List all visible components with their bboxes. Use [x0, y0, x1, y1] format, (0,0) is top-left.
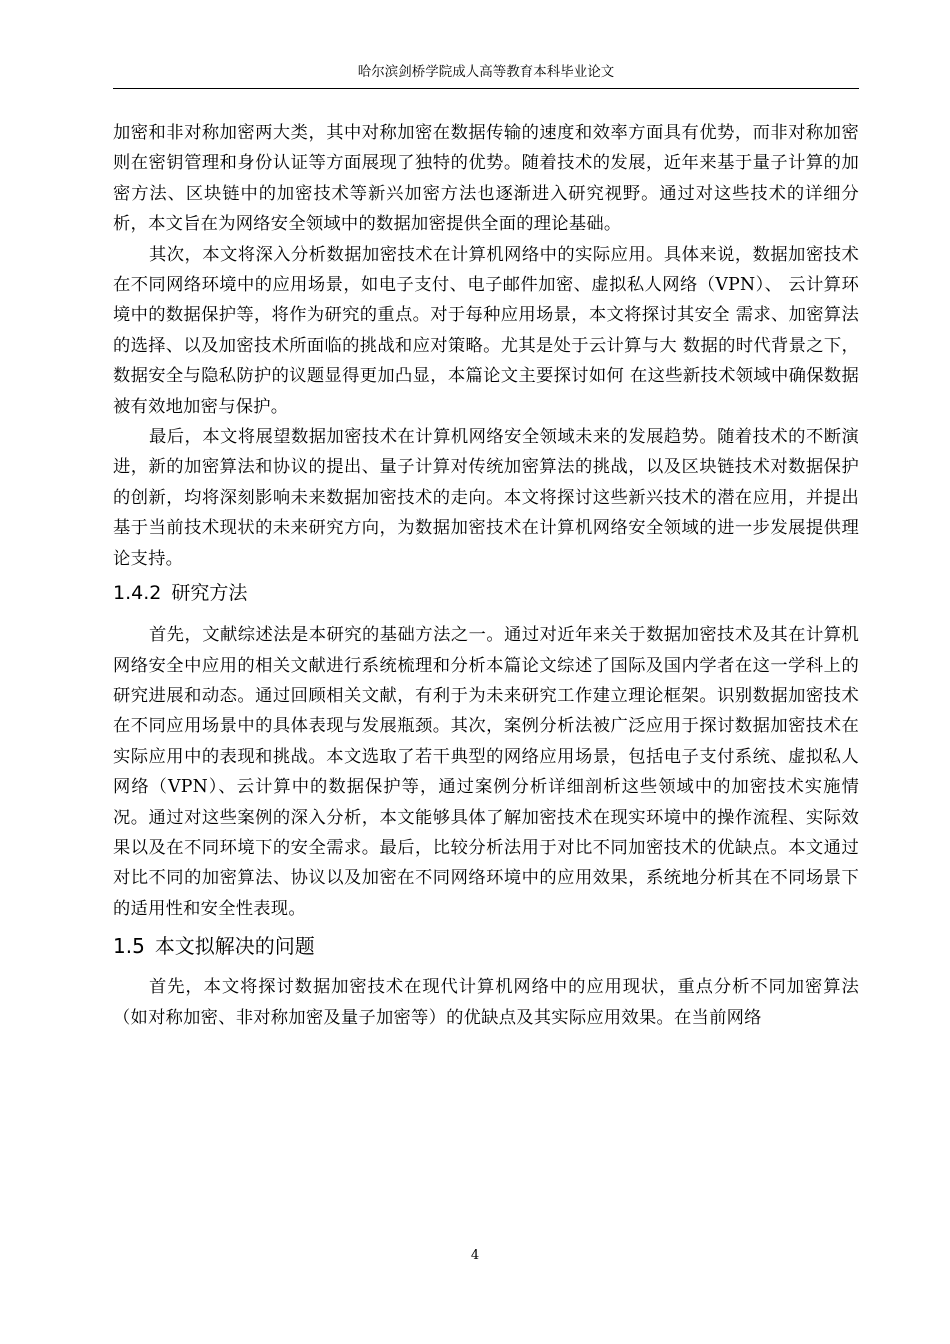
paragraph-finally: 最后，本文将展望数据加密技术在计算机网络安全领域未来的发展趋势。随着技术的不断演进，新的加密算法和协议的提出、量子计算对传统加密算法的挑战，以及区块链技术对数据保护的创新，均将深刻影响未来数据加密技术的走向。本文将探讨这些新兴技术的潜在应用，并提出基于当前技术现状的未来研究方向，为数据加密技术在计算机网络安全领域的进一步发展提供理论支持。 — [113, 427, 859, 569]
page-header: 哈尔滨剑桥学院成人高等教育本科毕业论文 — [357, 64, 615, 80]
section-title: 本文拟解决的问题 — [154, 934, 315, 959]
paragraph-continuation: 加密和非对称加密两大类，其中对称加密在数据传输的速度和效率方面具有优势，而非对称加密则在密钥管理和身份认证等方面展现了独特的优势。随着技术的发展，近年来基于量子计算的加密方法、区块链中的加密技术等新兴加密方法也逐渐进入研究视野。通过对这些技术的详细分析，本文旨在为网络安全领域中的数据加密提供全面的理论基础。 — [113, 123, 859, 235]
page-number: 4 — [470, 1248, 480, 1263]
header-rule — [113, 88, 859, 89]
section-number: 1.5 — [113, 934, 145, 959]
paragraph-methods: 首先，文献综述法是本研究的基础方法之一。通过对近年来关于数据加密技术及其在计算机网络安全中应用的相关文献进行系统梳理和分析本篇论文综述了国际及国内学者在这一学科上的研究进展和动态。通过回顾相关文献，有利于为未来研究工作建立理论框架。识别数据加密技术在不同应用场景中的具体表现与发展瓶颈。其次，案例分析法被广泛应用于探讨数据加密技术在实际应用中的表现和挑战。本文选取了若干典型的网络应用场景，包括电子支付系统、虚拟私人网络（VPN）、云计算中的数据保护等，通过案例分析详细剖析这些领域中的加密技术实施情况。通过对这些案例的深入分析，本文能够具体了解加密技术在现实环境中的操作流程、实际效果以及在不同环境下的安全需求。最后，比较分析法用于对比不同加密技术的优缺点。本文通过对比不同的加密算法、协议以及加密在不同网络环境中的应用效果，系统地分析其在不同场景下的适用性和安全性表现。 — [113, 625, 859, 919]
section-heading-research-methods — [113, 580, 859, 606]
paragraph-secondly: 其次，本文将深入分析数据加密技术在计算机网络中的实际应用。具体来说，数据加密技术在不同网络环境中的应用场景，如电子支付、电子邮件加密、虚拟私人网络（VPN）、 云计算环境中的数据保护等，将作为研究的重点。对于每种应用场景，本文将探讨其安全 需求、加密算法的选择、以及加密技术所面临的挑战和应对策略。尤其是处于云计算与大 数据的时代背景之下，数据安全与隐私防护的议题显得更加凸显，本篇论文主要探讨如何 在这些新技术领域中确保数据被有效地加密与保护。 — [113, 244, 859, 417]
document-body — [113, 118, 859, 1033]
paragraph-problems: 首先，本文将探讨数据加密技术在现代计算机网络中的应用现状，重点分析不同加密算法（如对称加密、非对称加密及量子加密等）的优缺点及其实际应用效果。在当前网络 — [113, 977, 859, 1028]
section-number: 1.4.2 — [113, 582, 162, 605]
section-heading-problems — [113, 932, 859, 960]
section-title: 研究方法 — [171, 582, 248, 605]
